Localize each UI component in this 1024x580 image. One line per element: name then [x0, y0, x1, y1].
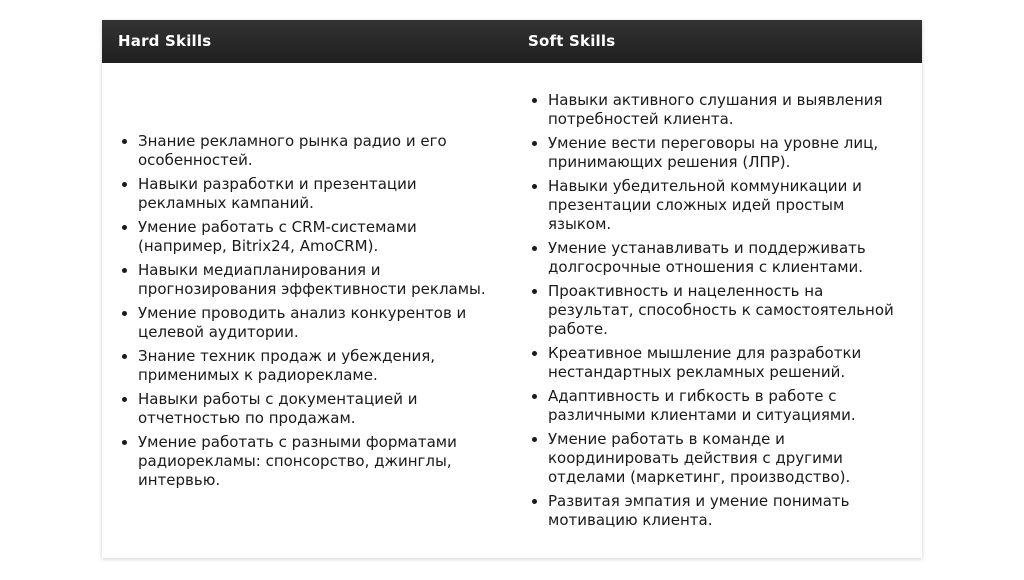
list-item: • Проактивность и нацеленность на результат, способность к самостоятельной работе.	[548, 282, 908, 339]
hard-skills-list	[118, 132, 494, 490]
list-item: • Навыки разработки и презентации рекламных кампаний.	[138, 175, 494, 213]
hard-skills-header: Hard Skills	[118, 32, 212, 50]
table-body	[102, 63, 922, 558]
list-item: • Умение работать в команде и координировать действия с другими отделами (маркетинг, производство).	[548, 430, 908, 487]
list-item: • Креативное мышление для разработки нестандартных рекламных решений.	[548, 344, 908, 382]
list-item: • Умение работать с CRM-системами (например, Bitrix24, AmoCRM).	[138, 218, 494, 256]
soft-skills-header: Soft Skills	[528, 32, 616, 50]
soft-skills-cell	[512, 63, 922, 558]
list-item: • Знание техник продаж и убеждения, применимых к радиорекламе.	[138, 347, 494, 385]
hard-skills-cell	[102, 63, 512, 558]
list-item: • Навыки убедительной коммуникации и презентации сложных идей простым языком.	[548, 177, 908, 234]
list-item: • Навыки работы с документацией и отчетностью по продажам.	[138, 390, 494, 428]
list-item: • Развитая эмпатия и умение понимать мотивацию клиента.	[548, 492, 908, 530]
list-item: • Умение устанавливать и поддерживать долгосрочные отношения с клиентами.	[548, 239, 908, 277]
table-header	[102, 20, 922, 63]
list-item: • Умение вести переговоры на уровне лиц, принимающих решения (ЛПР).	[548, 134, 908, 172]
list-item: • Адаптивность и гибкость в работе с различными клиентами и ситуациями.	[548, 387, 908, 425]
skills-table	[102, 20, 922, 558]
list-item: • Знание рекламного рынка радио и его особенностей.	[138, 132, 494, 170]
list-item: • Навыки активного слушания и выявления потребностей клиента.	[548, 91, 908, 129]
soft-skills-list	[528, 91, 908, 530]
list-item: • Умение работать с разными форматами радиорекламы: спонсорство, джинглы, интервью.	[138, 433, 494, 490]
list-item: • Навыки медиапланирования и прогнозирования эффективности рекламы.	[138, 261, 494, 299]
list-item: • Умение проводить анализ конкурентов и целевой аудитории.	[138, 304, 494, 342]
